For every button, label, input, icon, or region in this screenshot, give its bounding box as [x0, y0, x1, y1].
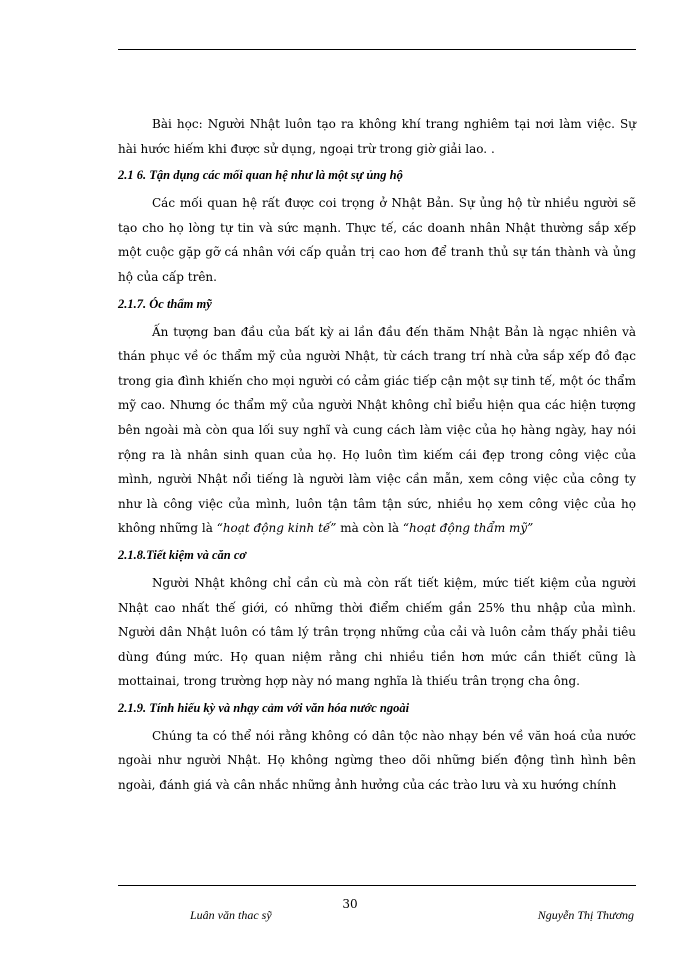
heading-2-1-7: 2.1.7. Óc thẩm mỹ [118, 296, 212, 311]
page-body [118, 112, 636, 801]
quote-economic: “hoạt động kinh tế” [216, 521, 337, 536]
paragraph-relationships: Các mối quan hệ rất được coi trọng ở Nhật Bản. Sự ủng hộ từ nhiều người sẽ tạo cho họ lòng tự tin và sức mạnh. Thực tế, các doanh nhân Nhật thường sắp xếp một cuộc gặp gỡ cá nhân với cấp quản trị cao hơn để tranh thủ sự tán thành và ủng hộ của cấp trên. [118, 196, 636, 284]
page-number: 30 [342, 897, 358, 911]
footer-author: Nguyễn Thị Thương [537, 908, 634, 922]
paragraph-aesthetics-text: Ấn tượng ban đầu của bất kỳ ai lần đầu đến thăm Nhật Bản là ngạc nhiên và thán phục về óc thẩm mỹ của người Nhật, từ cách trang trí nhà cửa sắp xếp đồ đạc trong gia đình khiến cho mọi người có cảm giác tiếp cận một sự tinh tế, một óc thẩm mỹ cao. Nhưng óc thẩm mỹ của người Nhật không chỉ biểu hiện qua các hiện tượng bên ngoài mà còn qua lối suy nghĩ và cung cách làm việc của họ hàng ngày, hay nói rộng ra là nhân sinh quan của họ. Họ luôn tìm kiếm cái đẹp trong công việc của mình, người Nhật nổi tiếng là người làm việc cần mẫn, xem công việc của công ty như là công việc của mình, luôn tận tâm tận sức, nhiều họ xem công việc của họ không những là [118, 324, 636, 536]
paragraph-curiosity: Chúng ta có thể nói rằng không có dân tộc nào nhạy bén về văn hoá của nước ngoài như người Nhật. Họ không ngừng theo dõi những biến động tình hình bên ngoài, đánh giá và cân nhắc những ảnh hưởng của các trào lưu và xu hướng chính [118, 728, 636, 793]
paragraph-thrift: Người Nhật không chỉ cần cù mà còn rất tiết kiệm, mức tiết kiệm của người Nhật cao nhất thế giới, có những thời điểm chiếm gần 25% thu nhập của mình. Người dân Nhật luôn có tâm lý trân trọng những của cải và luôn cảm thấy phải tiêu dùng đúng mức. Họ quan niệm rằng chi nhiều tiền hơn mức cần thiết cũng là mottainai, trong trường hợp này nó mang nghĩa là thiếu trân trọng cha ông. [118, 575, 636, 689]
heading-2-1-6: 2.1 6. Tận dụng các mối quan hệ như là một sự ủng hộ [118, 168, 403, 183]
heading-2-1-8: 2.1.8.Tiết kiệm và căn cơ [118, 547, 247, 562]
heading-2-1-9: 2.1.9. Tính hiếu kỳ và nhạy cảm với văn hóa nước ngoài [118, 700, 410, 715]
header-rule [118, 49, 636, 50]
footer-thesis-label: Luân văn thac sỹ [190, 908, 272, 922]
paragraph-aesthetics-mid: mà còn là [340, 521, 400, 536]
paragraph-aesthetics [118, 320, 636, 541]
paragraph-lesson: Bài học: Người Nhật luôn tạo ra không khí trang nghiêm tại nơi làm việc. Sự hài hước hiếm khi được sử dụng, ngoại trừ trong giờ giải lao. . [118, 117, 636, 156]
quote-aesthetic: “hoạt động thẩm mỹ” [402, 521, 534, 536]
footer-rule [118, 885, 636, 886]
